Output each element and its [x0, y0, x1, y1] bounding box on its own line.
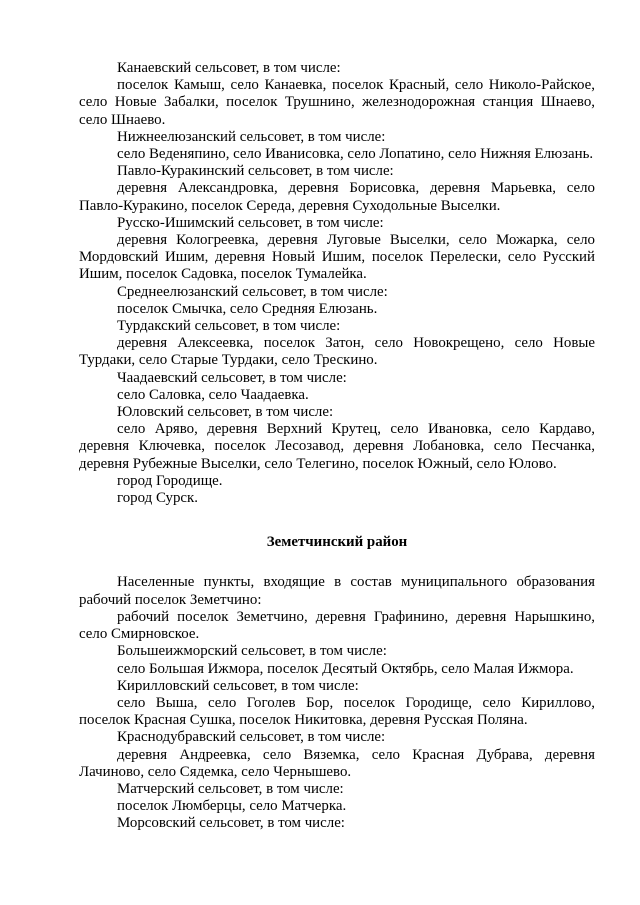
paragraph: село Саловка, село Чаадаевка. — [117, 386, 309, 403]
paragraph: Морсовский сельсовет, в том числе: — [117, 815, 345, 832]
paragraph: Матчерский сельсовет, в том числе: — [117, 780, 344, 797]
paragraph: Населенные пункты, входящие в состав муниципального образования рабочий поселок Земетчино: — [79, 574, 595, 608]
document-page — [79, 60, 595, 833]
paragraph: село Аряво, деревня Верхний Крутец, село Ивановка, село Кардаво, деревня Ключевка, поселок Лесозавод, деревня Лобановка, село Песчанка, деревня Рубежные Выселки, село Телегино, поселок Южный, село Юлово. — [79, 421, 595, 472]
paragraph: село Веденяпино, село Иванисовка, село Лопатино, село Нижняя Елюзань. — [117, 146, 594, 163]
paragraph: Русско-Ишимский сельсовет, в том числе: — [117, 214, 384, 231]
paragraph: Среднеелюзанский сельсовет, в том числе: — [117, 283, 388, 300]
paragraph: Юловский сельсовет, в том числе: — [117, 404, 334, 421]
section-gorodishche-district — [79, 60, 595, 507]
paragraph: город Сурск. — [117, 490, 198, 507]
paragraph: Краснодубравский сельсовет, в том числе: — [117, 729, 386, 746]
paragraph: Турдакский сельсовет, в том числе: — [117, 318, 341, 335]
section-zemetchino-district — [79, 574, 595, 832]
paragraph: Канаевский сельсовет, в том числе: — [117, 60, 341, 76]
paragraph: село Выша, село Гоголев Бор, поселок Городище, село Кириллово, поселок Красная Сушка, поселок Никитовка, деревня Русская Поляна. — [79, 694, 595, 729]
paragraph: Павло-Куракинский сельсовет, в том числе: — [117, 163, 394, 180]
paragraph: Большеижморский сельсовет, в том числе: — [117, 643, 387, 660]
section-heading: Земетчинский район — [266, 534, 408, 551]
paragraph: Чаадаевский сельсовет, в том числе: — [117, 369, 347, 386]
paragraph: поселок Люмберцы, село Матчерка. — [117, 798, 347, 815]
paragraph: деревня Алексеевка, поселок Затон, село Новокрещено, село Новые Турдаки, село Старые Турдаки, село Трескино. — [79, 335, 595, 369]
paragraph: поселок Камыш, село Канаевка, поселок Красный, село Николо-Райское, село Новые Забалки, поселок Трушнино, железнодорожная станция Шнаево, село Шнаево. — [79, 77, 595, 128]
paragraph: деревня Кологреевка, деревня Луговые Выселки, село Можарка, село Мордовский Ишим, деревня Новый Ишим, поселок Перелески, село Русский Ишим, поселок Садовка, поселок Тумалейка. — [79, 232, 595, 283]
paragraph: Нижнеелюзанский сельсовет, в том числе: — [117, 128, 386, 145]
paragraph: село Большая Ижмора, поселок Десятый Октябрь, село Малая Ижмора. — [117, 660, 574, 677]
paragraph: поселок Смычка, село Средняя Елюзань. — [117, 300, 378, 317]
paragraph: Кирилловский сельсовет, в том числе: — [117, 677, 359, 694]
paragraph: город Городище. — [117, 472, 223, 489]
paragraph: деревня Александровка, деревня Борисовка, деревня Марьевка, село Павло-Куракино, поселок Середа, деревня Суходольные Выселки. — [79, 180, 595, 214]
paragraph: деревня Андреевка, село Вяземка, село Красная Дубрава, деревня Лачиново, село Сядемка, село Чернышево. — [79, 746, 595, 780]
paragraph: рабочий поселок Земетчино, деревня Графинино, деревня Нарышкино, село Смирновское. — [79, 608, 595, 643]
